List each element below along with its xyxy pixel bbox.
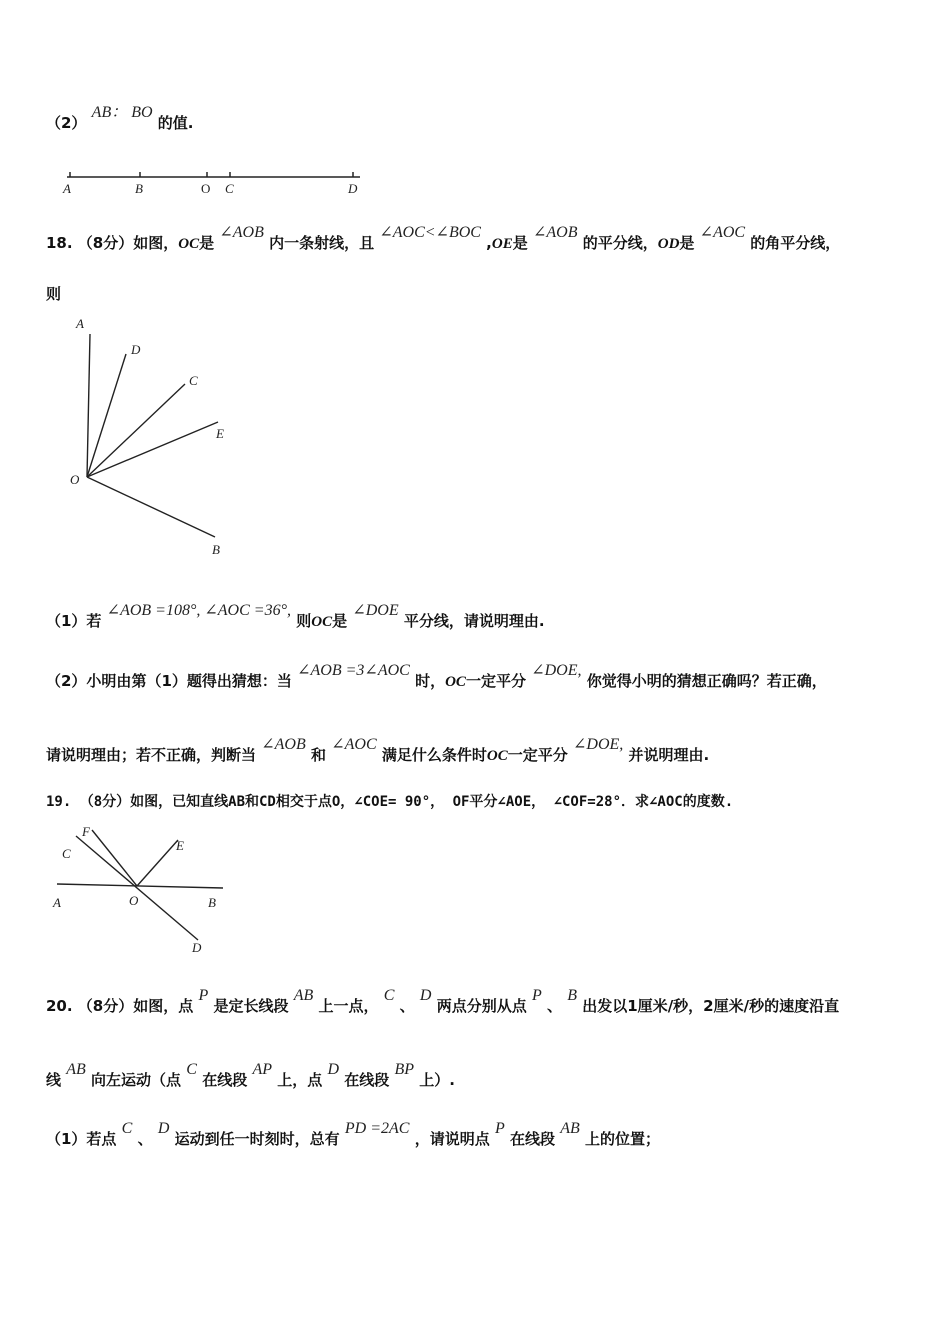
label-d: D	[131, 342, 141, 357]
math-ab-bo: AB： BO	[91, 104, 153, 121]
q20-stem-line2: 线 AB 向左运动（点 C 在线段 AP 上，点 D 在线段 BP 上）.	[46, 1061, 455, 1089]
label-e: E	[176, 838, 184, 853]
q19-intersecting-lines-figure	[50, 822, 240, 962]
label-a: A	[53, 895, 61, 910]
label-e: E	[216, 426, 224, 441]
label-c: C	[62, 846, 71, 861]
q17-number-line-figure	[55, 165, 375, 201]
ray-oe	[137, 840, 178, 886]
label-o: O	[201, 181, 211, 196]
label-f: F	[82, 824, 90, 839]
ray-oa	[87, 334, 90, 477]
q18-stem-line1: 18. （8分）如图，OC是 ∠AOB 内一条射线，且 ∠AOC<∠BOC ,OE是 ∠AOB 的平分线，OD是 ∠AOC 的角平分线，	[46, 224, 841, 252]
label-o: O	[129, 893, 139, 908]
line-ab	[57, 884, 223, 888]
q19-stem: 19. （8分）如图，已知直线AB和CD相交于点O，∠COE= 90°， OF平分∠AOE， ∠COF=28°．求∠AOC的度数.	[46, 794, 734, 810]
q18-rays-figure	[60, 312, 260, 562]
ray-ob	[87, 477, 215, 537]
label-a: A	[76, 316, 84, 331]
label-b: B	[212, 542, 220, 557]
ray-of	[92, 830, 137, 886]
label-c: C	[225, 181, 234, 196]
q18-part2-line1: （2）小明由第（1）题得出猜想：当 ∠AOB =3∠AOC 时，OC一定平分 ∠DOE, 你觉得小明的猜想正确吗？若正确，	[46, 662, 827, 690]
ray-oe	[87, 422, 218, 477]
label-b: B	[208, 895, 216, 910]
q17-part2: （2） AB： BO 的值.	[46, 104, 194, 132]
q18-part2-line2: 请说明理由；若不正确，判断当 ∠AOB 和 ∠AOC 满足什么条件时OC一定平分 ∠DOE, 并说明理由.	[46, 736, 710, 764]
label-d: D	[348, 181, 358, 196]
label-d: D	[192, 940, 202, 955]
q20-part1: （1）若点 C 、 D 运动到任一时刻时，总有 PD =2AC ，请说明点 P 在线段 AB 上的位置；	[46, 1120, 660, 1148]
label-o: O	[70, 472, 80, 487]
q18-part1: （1）若 ∠AOB =108°, ∠AOC =36°, 则OC是 ∠DOE 平分线，请说明理由.	[46, 602, 545, 630]
label-a: A	[63, 181, 71, 196]
label-c: C	[189, 373, 198, 388]
q18-stem-line2: 则	[46, 285, 62, 303]
q20-stem-line1: 20. （8分）如图，点 P 是定长线段 AB 上一点， C 、 D 两点分别从点 P 、 B 出发以1厘米/秒，2厘米/秒的速度沿直	[46, 987, 840, 1015]
label-b: B	[135, 181, 143, 196]
